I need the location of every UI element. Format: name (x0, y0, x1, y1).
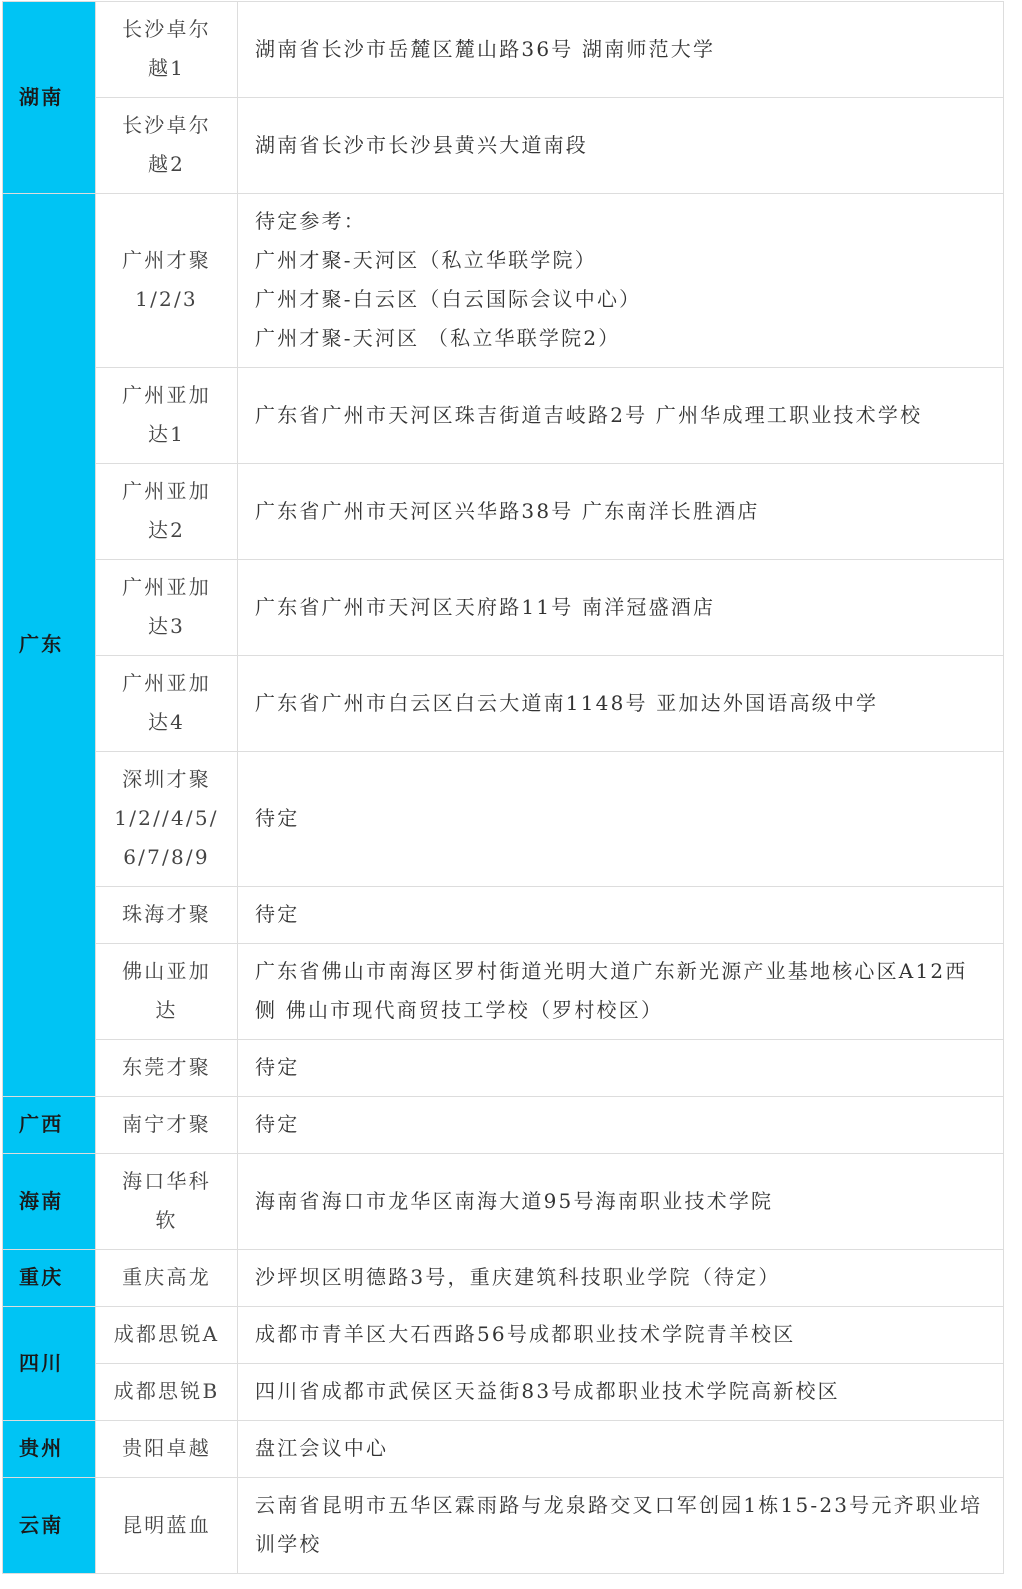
province-cell: 重庆 (3, 1250, 96, 1307)
address-line: 湖南省长沙市岳麓区麓山路36号 湖南师范大学 (255, 36, 716, 61)
table-row (3, 1364, 1004, 1421)
table-row (3, 1040, 1004, 1097)
site-name-line: 广州才聚 (122, 248, 211, 272)
table-row (3, 752, 1004, 887)
address-line: 侧 佛山市现代商贸技工学校（罗村校区） (255, 998, 664, 1022)
address-cell (238, 1364, 1004, 1421)
address-line: 广州才聚-天河区（私立华联学院） (255, 248, 597, 272)
address-line: 待定 (255, 1055, 300, 1079)
address-line: 广东省佛山市南海区罗村街道光明大道广东新光源产业基地核心区A12西 (255, 959, 968, 983)
address-cell (238, 194, 1004, 368)
venue-address-table (2, 1, 1004, 1574)
site-name-cell (96, 464, 238, 560)
site-name-line: 贵阳卓越 (122, 1436, 211, 1460)
address-line: 待定 (255, 1112, 300, 1136)
site-name-cell (96, 368, 238, 464)
province-cell: 广东 (3, 194, 96, 1097)
address-line: 待定 (255, 902, 300, 926)
address-line: 云南省昆明市五华区霖雨路与龙泉路交叉口军创园1栋15-23号元齐职业培 (255, 1493, 983, 1517)
site-name-line: 海口华科 (122, 1169, 211, 1193)
province-cell: 海南 (3, 1154, 96, 1250)
table-row (3, 1097, 1004, 1154)
site-name-line: 南宁才聚 (122, 1112, 211, 1136)
address-cell (238, 1097, 1004, 1154)
table-row (3, 887, 1004, 944)
site-name-line: 1/2//4/5/ (114, 806, 219, 830)
site-name-line: 达 (155, 998, 178, 1022)
address-cell (238, 2, 1004, 98)
province-cell: 贵州 (3, 1421, 96, 1478)
table-row (3, 1154, 1004, 1250)
site-name-cell (96, 560, 238, 656)
site-name-line: 重庆高龙 (122, 1265, 211, 1289)
table-row (3, 1307, 1004, 1364)
site-name-line: 广州亚加 (122, 671, 211, 695)
site-name-line: 1/2/3 (135, 287, 198, 311)
address-line: 广州才聚-白云区（白云国际会议中心） (255, 287, 642, 311)
province-cell: 云南 (3, 1478, 96, 1574)
address-cell (238, 944, 1004, 1040)
table-row (3, 2, 1004, 98)
address-line: 广东省广州市白云区白云大道南1148号 亚加达外国语高级中学 (255, 690, 879, 715)
site-name-line: 成都思锐A (113, 1322, 220, 1346)
site-name-cell (96, 1154, 238, 1250)
site-name-cell (96, 1307, 238, 1364)
site-name-line: 越1 (147, 56, 186, 80)
site-name-cell (96, 656, 238, 752)
address-line: 沙坪坝区明德路3号，重庆建筑科技职业学院（待定） (255, 1265, 781, 1289)
site-name-line: 成都思锐B (113, 1379, 220, 1403)
address-line: 湖南省长沙市长沙县黄兴大道南段 (255, 132, 588, 157)
address-cell (238, 656, 1004, 752)
site-name-cell (96, 1040, 238, 1097)
site-name-line: 珠海才聚 (122, 902, 211, 926)
table-row (3, 1250, 1004, 1307)
address-cell (238, 1478, 1004, 1574)
site-name-cell (96, 1478, 238, 1574)
province-cell: 广西 (3, 1097, 96, 1154)
address-line: 盘江会议中心 (255, 1436, 389, 1460)
province-cell: 四川 (3, 1307, 96, 1421)
address-line: 四川省成都市武侯区天益街83号成都职业技术学院高新校区 (255, 1379, 840, 1403)
site-name-cell (96, 2, 238, 98)
address-cell (238, 1421, 1004, 1478)
address-cell (238, 752, 1004, 887)
address-line: 广东省广州市天河区兴华路38号 广东南洋长胜酒店 (255, 498, 760, 523)
venue-address-table-body (3, 2, 1004, 1574)
site-name-line: 长沙卓尔 (122, 113, 211, 137)
table-row (3, 368, 1004, 464)
address-line: 待定参考： (255, 209, 366, 233)
table-row (3, 1478, 1004, 1574)
address-cell (238, 1154, 1004, 1250)
address-line: 广东省广州市天河区珠吉街道吉岐路2号 广州华成理工职业技术学校 (255, 402, 923, 427)
address-line: 训学校 (255, 1532, 322, 1556)
site-name-line: 东莞才聚 (122, 1055, 211, 1079)
site-name-line: 越2 (147, 152, 186, 176)
address-line: 海南省海口市龙华区南海大道95号海南职业技术学院 (255, 1188, 774, 1213)
site-name-line: 昆明蓝血 (122, 1512, 211, 1537)
table-row (3, 98, 1004, 194)
table-row (3, 464, 1004, 560)
address-cell (238, 368, 1004, 464)
site-name-cell (96, 1364, 238, 1421)
table-row (3, 194, 1004, 368)
site-name-cell (96, 1421, 238, 1478)
site-name-cell (96, 1097, 238, 1154)
site-name-cell (96, 194, 238, 368)
address-cell (238, 1040, 1004, 1097)
address-line: 广州才聚-天河区 （私立华联学院2） (255, 326, 621, 350)
site-name-line: 深圳才聚 (122, 767, 211, 791)
table-row (3, 560, 1004, 656)
site-name-line: 广州亚加 (122, 383, 211, 407)
address-cell (238, 1250, 1004, 1307)
site-name-line: 广州亚加 (122, 575, 211, 599)
site-name-line: 广州亚加 (122, 479, 211, 503)
site-name-cell (96, 887, 238, 944)
address-cell (238, 560, 1004, 656)
table-row (3, 1421, 1004, 1478)
address-cell (238, 1307, 1004, 1364)
site-name-line: 佛山亚加 (122, 959, 211, 983)
site-name-line: 达1 (147, 422, 186, 446)
site-name-line: 软 (155, 1208, 178, 1232)
address-cell (238, 887, 1004, 944)
address-line: 广东省广州市天河区天府路11号 南洋冠盛酒店 (255, 594, 716, 619)
site-name-line: 达4 (147, 710, 186, 734)
site-name-cell (96, 944, 238, 1040)
site-name-cell (96, 752, 238, 887)
table-row (3, 656, 1004, 752)
address-cell (238, 464, 1004, 560)
site-name-cell (96, 98, 238, 194)
address-line: 待定 (255, 806, 300, 830)
site-name-line: 达2 (147, 518, 186, 542)
address-cell (238, 98, 1004, 194)
address-line: 成都市青羊区大石西路56号成都职业技术学院青羊校区 (255, 1322, 796, 1346)
site-name-line: 达3 (147, 614, 186, 638)
site-name-cell (96, 1250, 238, 1307)
site-name-line: 长沙卓尔 (122, 17, 211, 41)
province-cell: 湖南 (3, 2, 96, 194)
table-row (3, 944, 1004, 1040)
site-name-line: 6/7/8/9 (123, 845, 210, 869)
